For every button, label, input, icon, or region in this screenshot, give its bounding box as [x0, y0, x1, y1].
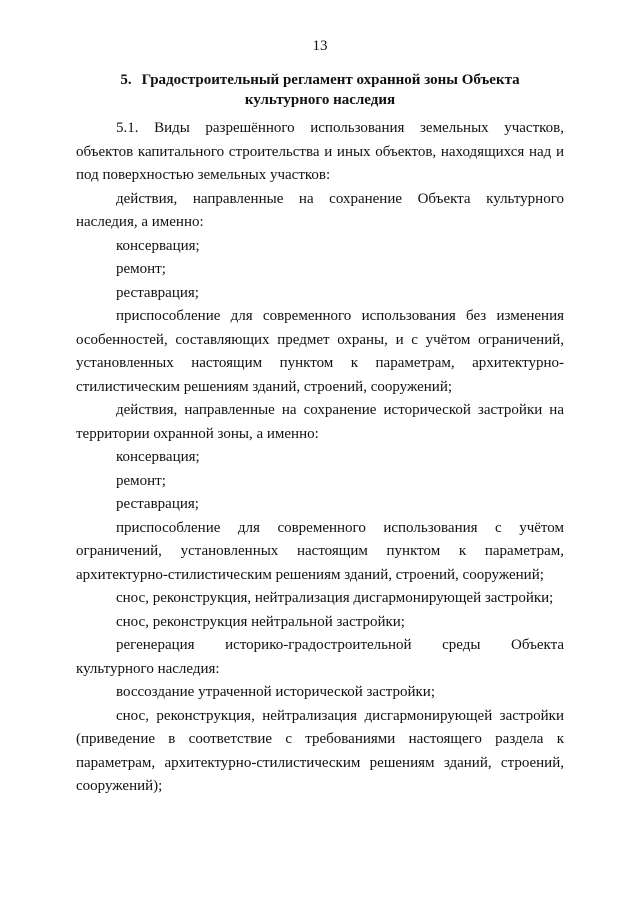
list-item: консервация;	[116, 449, 200, 465]
paragraph: действия, направленные на сохранение исторической застройки на территории охранной зоны, а именно:	[76, 402, 564, 442]
list-item: ремонт;	[116, 261, 166, 277]
section-title-part-2: культурного наследия	[244, 92, 396, 108]
section-heading	[76, 70, 564, 110]
paragraph: снос, реконструкция, нейтрализация дисгармонирующей застройки (приведение в соответствие с требованиями настоящего раздела к параметрам, архитектурно-стилистическим решениям зданий, строений, сооружений);	[76, 707, 564, 794]
section-title-part-1: Градостроительный регламент охранной зоны Объекта	[141, 72, 520, 88]
paragraph: снос, реконструкция, нейтрализация дисгармонирующей застройки;	[116, 590, 554, 606]
paragraph: 5.1. Виды разрешённого использования земельных участков, объектов капитального строительства и иных объектов, находящихся над и под поверхностью земельных участков:	[76, 120, 564, 183]
section-number: 5.	[120, 72, 132, 88]
paragraph: действия, направленные на сохранение Объекта культурного наследия, а именно:	[76, 190, 564, 230]
paragraph: приспособление для современного использования с учётом ограничений, установленных настоящим пунктом к параметрам, архитектурно-стилистическим решениям зданий, строений, сооружений;	[76, 519, 564, 583]
document-body	[76, 117, 564, 799]
section-heading-line-1	[76, 70, 564, 90]
page-number: 13	[312, 38, 328, 54]
list-item: консервация;	[116, 237, 200, 254]
list-item: ремонт;	[116, 472, 166, 489]
paragraph: приспособление для современного использования без изменения особенностей, составляющих предмет охраны, и с учётом ограничений, установленных настоящим пунктом к параметрам, архитектурно-стилистическим решениям зданий, строений, сооружений;	[76, 308, 564, 395]
paragraph: снос, реконструкция нейтральной застройки;	[116, 613, 405, 630]
list-item: реставрация;	[116, 284, 199, 301]
paragraph: воссоздание утраченной исторической застройки;	[116, 684, 435, 700]
paragraph: регенерация историко-градостроительной среды Объекта культурного наследия:	[76, 637, 564, 677]
list-item: реставрация;	[116, 496, 199, 512]
